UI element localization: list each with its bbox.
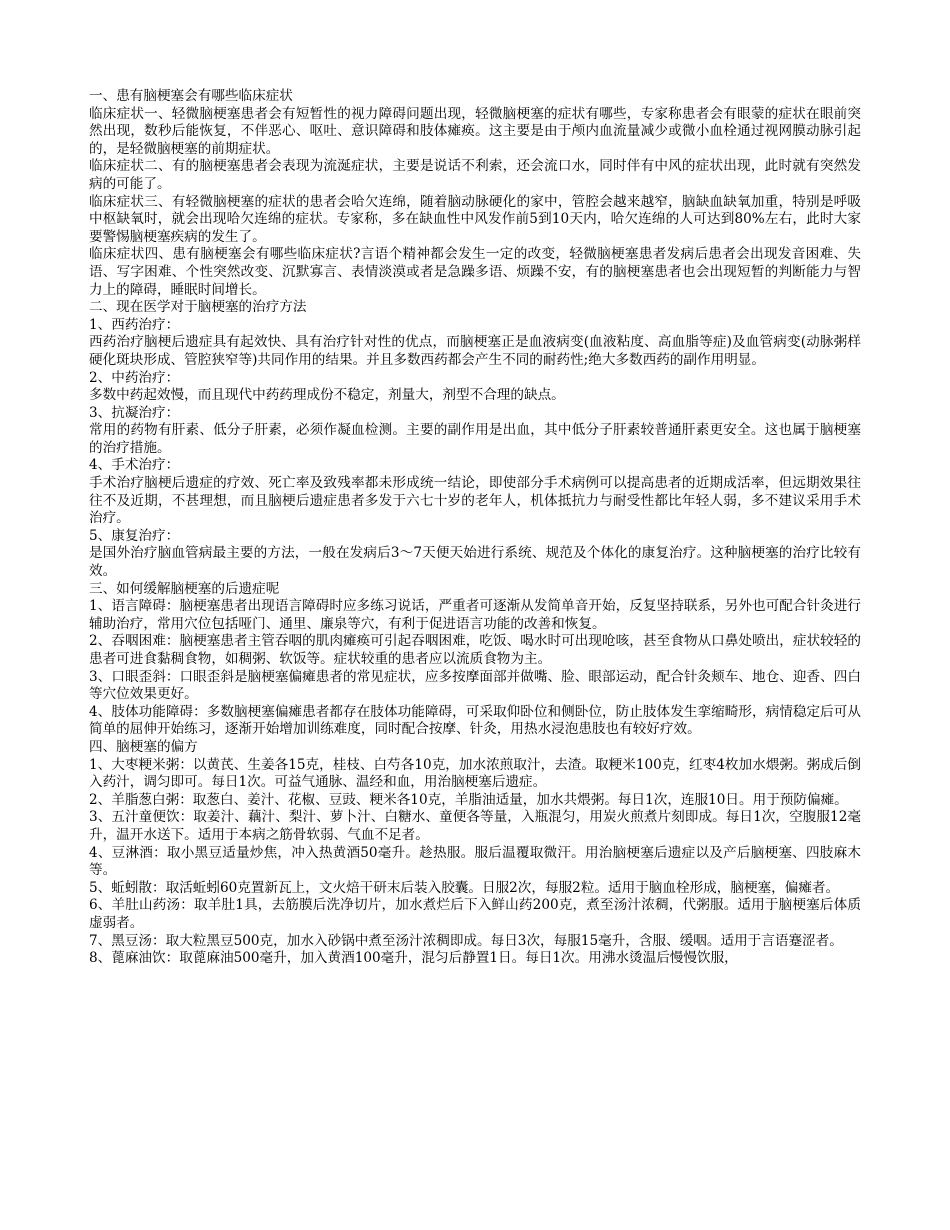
paragraph: 是国外治疗脑血管病最主要的方法，一般在发病后3～7天便天始进行系统、规范及个体化的康复治疗。这种脑梗塞的治疗比较有效。 [89, 545, 861, 580]
subheading: 3、抗凝治疗： [89, 404, 180, 421]
paragraph: 1、大枣粳米粥：以黄芪、生姜各15克，桂枝、白芍各10克，加水浓煎取汁，去渣。取粳米100克，红枣4枚加水煨粥。粥成后倒入药汁，调匀即可。每日1次。可益气通脉、温经和血，用治脑梗塞后遗症。 [89, 756, 861, 791]
paragraph: 8、蓖麻油饮：取蓖麻油500毫升，加入黄酒100毫升，混匀后静置1日。每日1次。用沸水烫温后慢慢饮服， [89, 950, 738, 967]
paragraph: 4、肢体功能障碍：多数脑梗塞偏瘫患者都存在肢体功能障碍，可采取仰卧位和侧卧位，防止肢体发生挛缩畸形，病情稳定后可从简单的屈伸开始练习，逐渐开始增加训练难度，同时配合按摩、针灸，用热水浸泡患肢也有较好疗效。 [89, 703, 861, 738]
paragraph: 1、语言障碍：脑梗塞患者出现语言障碍时应多练习说话，严重者可逐渐从发简单音开始，反复坚持联系，另外也可配合针灸进行辅助治疗，常用穴位包括哑门、通里、廉泉等穴，有利于促进语言功能的改善和恢复。 [89, 598, 861, 632]
heading-section-4: 四、脑梗塞的偏方 [89, 738, 198, 755]
paragraph: 手术治疗脑梗后遗症的疗效、死亡率及致残率都未形成统一结论，即使部分手术病例可以提高患者的近期成活率，但远期效果往往不及近期，不甚理想，而且脑梗后遗症患者多发于六七十岁的老年人，机体抵抗力与耐受性都比年轻人弱，多不建议采用手术治疗。 [89, 475, 861, 527]
paragraph: 7、黑豆汤：取大粒黑豆500克，加水入砂锅中煮至汤汁浓稠即成。每日3次，每服15毫升，含服、缓咽。适用于言语蹇涩者。 [89, 932, 843, 949]
heading-section-1: 一、患有脑梗塞会有哪些临床症状 [89, 88, 293, 104]
paragraph: 临床症状一、轻微脑梗塞患者会有短暂性的视力障碍问题出现，轻微脑梗塞的症状有哪些，专家称患者会有眼蒙的症状在眼前突然出现，数秒后能恢复，不伴恶心、呕吐、意识障碍和肢体瘫痪。这主要是由于颅内血流量减少或微小血栓通过视网膜动脉引起的，是轻微脑梗塞的前期症状。 [89, 105, 861, 157]
subheading: 1、西药治疗： [89, 316, 180, 333]
subheading: 5、康复治疗： [89, 527, 180, 544]
paragraph: 5、蚯蚓散：取活蚯蚓60克置新瓦上，文火焙干研末后装入胶囊。日服2次，每服2粒。适用于脑血栓形成，脑梗塞，偏瘫者。 [89, 879, 840, 896]
paragraph: 常用的药物有肝素、低分子肝素，必须作凝血检测。主要的副作用是出血，其中低分子肝素较普通肝素更安全。这也属于脑梗塞的治疗措施。 [89, 422, 861, 456]
paragraph: 临床症状四、患有脑梗塞会有哪些临床症状?言语个精神都会发生一定的改变，轻微脑梗塞患者发病后患者会出现发音困难、失语、写字困难、个性突然改变、沉默寡言、表情淡漠或者是急躁多语、烦躁不安，有的脑梗塞患者也会出现短暂的判断能力与智力上的障碍，睡眠时间增长。 [89, 246, 861, 298]
heading-section-2: 二、现在医学对于脑梗塞的治疗方法 [89, 299, 307, 316]
document-body [89, 88, 861, 968]
paragraph: 4、豆淋酒：取小黑豆适量炒焦，冲入热黄酒50毫升。趁热服。服后温覆取微汗。用治脑梗塞后遗症以及产后脑梗塞、四肢麻木等。 [89, 844, 861, 879]
paragraph: 3、口眼歪斜：口眼歪斜是脑梗塞偏瘫患者的常见症状，应多按摩面部并做嘴、脸、眼部运动，配合针灸颊车、地仓、迎香、四白等穴位效果更好。 [89, 668, 861, 703]
paragraph: 西药治疗脑梗后遗症具有起效快、具有治疗针对性的优点，而脑梗塞正是血液病变(血液粘度、高血脂等症)及血管病变(动脉粥样硬化斑块形成、管腔狭窄等)共同作用的结果。并且多数西药都会产生不同的耐药性;绝大多数西药的副作用明显。 [89, 334, 861, 368]
paragraph: 多数中药起效慢，而且现代中药药理成份不稳定，剂量大，剂型不合理的缺点。 [89, 387, 565, 404]
paragraph: 2、吞咽困难：脑梗塞患者主管吞咽的肌肉瘫痪可引起吞咽困难，吃饭、喝水时可出现呛咳，甚至食物从口鼻处喷出，症状较轻的患者可进食黏稠食物，如稠粥、软饭等。症状较重的患者应以流质食物为主。 [89, 633, 861, 667]
paragraph: 6、羊肚山药汤：取羊肚1具，去筋膜后洗净切片，加水煮烂后下入鲜山药200克，煮至汤汁浓稠，代粥服。适用于脑梗塞后体质虚弱者。 [89, 897, 861, 931]
paragraph: 临床症状二、有的脑梗塞患者会表现为流涎症状，主要是说话不利索，还会流口水，同时伴有中风的症状出现，此时就有突然发病的可能了。 [89, 158, 861, 192]
subheading: 2、中药治疗： [89, 369, 180, 386]
subheading: 4、手术治疗： [89, 457, 180, 474]
paragraph: 临床症状三、有轻微脑梗塞的症状的患者会哈欠连绵，随着脑动脉硬化的家中，管腔会越来越窄，脑缺血缺氧加重，特别是呼吸中枢缺氧时，就会出现哈欠连绵的症状。专家称，多在缺血性中风发作前5到10天内，哈欠连绵的人可达到80%左右，此时大家要警惕脑梗塞疾病的发生了。 [89, 193, 861, 245]
heading-section-3: 三、如何缓解脑梗塞的后遗症呢 [89, 580, 280, 597]
paragraph: 2、羊脂葱白粥：取葱白、姜汁、花椒、豆豉、粳米各10克，羊脂油适量，加水共煨粥。每日1次，连服10日。用于预防偏瘫。 [89, 791, 848, 808]
paragraph: 3、五汁童便饮：取姜汁、藕汁、梨汁、萝卜汁、白糖水、童便各等量，入瓶混匀，用炭火煎煮片刻即成。每日1次，空腹服12毫升，温开水送下。适用于本病之筋骨软弱、气血不足者。 [89, 809, 861, 843]
